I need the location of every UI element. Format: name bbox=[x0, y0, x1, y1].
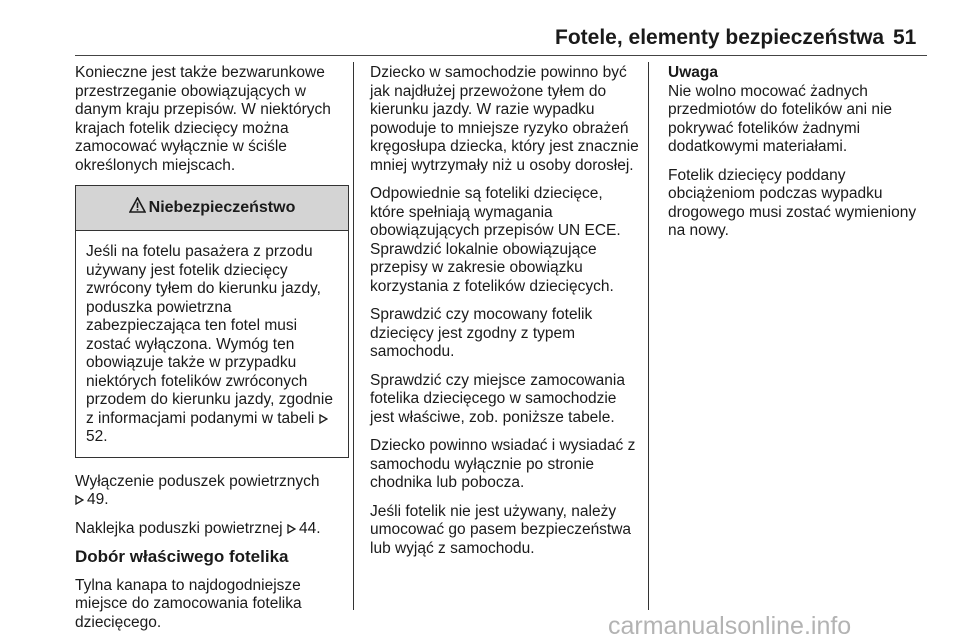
note-paragraph: Fotelik dziecięcy poddany obciążeniom podczas wypadku drogowego musi zostać wymieniony na nowy. bbox=[668, 166, 917, 239]
rear-bench-paragraph: Tylna kanapa to najdogodniejsze miejsce do zamocowania fotelika dziecięcego. bbox=[75, 576, 302, 631]
airbag-deactivation-ref bbox=[75, 473, 350, 510]
danger-box-text: Jeśli na fotelu pasażera z przodu używany jest fotelik dziecięcy zwrócony tyłem do kierunku jazdy, poduszka powietrzna zabezpieczająca ten fotel musi zostać wyłączona. Wymóg ten obowiązuje także w przypadku niektórych fotelików zwróconych przodem do kierunku jazdy, zgodnie z informacjami podanymi w tabeli bbox=[86, 243, 333, 427]
column-3 bbox=[668, 64, 930, 251]
page-ref-icon bbox=[75, 492, 84, 502]
airbag-label-text: Naklejka poduszki powietrznej bbox=[75, 519, 283, 537]
paragraph: Odpowiednie są foteliki dziecięce, które spełniają wymagania obowiązujących przepisów UN ECE. Sprawdzić lokalnie obowiązujące przepisy w zakresie obowiązku korzystania z fotelików dziecięcych. bbox=[370, 185, 621, 295]
paragraph: Dziecko powinno wsiadać i wysiadać z samochodu wyłącznie po stronie chodnika lub pobocza. bbox=[370, 437, 636, 491]
paragraph: Dziecko w samochodzie powinno być jak najdłużej przewożone tyłem do kierunku jazdy. W razie wypadku powoduje to mniejsze ryzyko obrażeń kręgosłupa dziecka, który jest znacznie mniej wytrzymały niż u osoby dorosłej. bbox=[370, 64, 639, 174]
paragraph: Sprawdzić czy miejsce zamocowania fotelika dziecięcego w samochodzie jest właściwe, zob. poniższe tabele. bbox=[370, 371, 625, 426]
airbag-deactivation-text: Wyłączenie poduszek powietrznych bbox=[75, 472, 320, 490]
column-divider-1 bbox=[353, 62, 354, 610]
column-1 bbox=[75, 64, 350, 642]
intro-paragraph: Konieczne jest także bezwarunkowe przestrzeganie obowiązujących w danym kraju przepisów. W niektórych krajach fotelik dziecięcy można zamocować wyłącznie w ściśle określonych miejscach. bbox=[75, 64, 331, 174]
danger-box-ref[interactable]: 52. bbox=[86, 428, 108, 445]
warning-triangle-icon bbox=[129, 197, 146, 219]
paragraph: Jeśli fotelik nie jest używany, należy umocować go pasem bezpieczeństwa lub wyjąć z samochodu. bbox=[370, 502, 632, 557]
page-number: 51 bbox=[893, 26, 917, 49]
header-divider bbox=[75, 55, 927, 56]
danger-box bbox=[75, 185, 349, 458]
watermark: carmanualsonline.info bbox=[608, 612, 852, 640]
airbag-deactivation-page[interactable]: 49. bbox=[87, 491, 109, 508]
danger-box-body bbox=[76, 231, 348, 457]
page-title: Fotele, elementy bezpieczeństwa bbox=[555, 26, 885, 49]
section-heading: Dobór właściwego fotelika bbox=[75, 547, 289, 566]
page-ref-icon bbox=[319, 411, 328, 421]
airbag-label-page[interactable]: 44. bbox=[298, 519, 321, 537]
note-paragraph: Nie wolno mocować żadnych przedmiotów do fotelików ani nie pokrywać fotelików żadnymi dodatkowymi materiałami. bbox=[668, 82, 893, 155]
paragraph: Sprawdzić czy mocowany fotelik dziecięcy jest zgodny z typem samochodu. bbox=[370, 306, 593, 360]
page-header bbox=[0, 0, 960, 58]
page-ref-icon bbox=[287, 521, 296, 531]
note-title: Uwaga bbox=[668, 64, 718, 81]
airbag-label-ref bbox=[75, 520, 350, 539]
column-divider-2 bbox=[648, 62, 649, 610]
column-2 bbox=[370, 64, 640, 568]
danger-box-title: Niebezpieczeństwo bbox=[148, 198, 296, 216]
danger-box-header bbox=[76, 186, 348, 231]
